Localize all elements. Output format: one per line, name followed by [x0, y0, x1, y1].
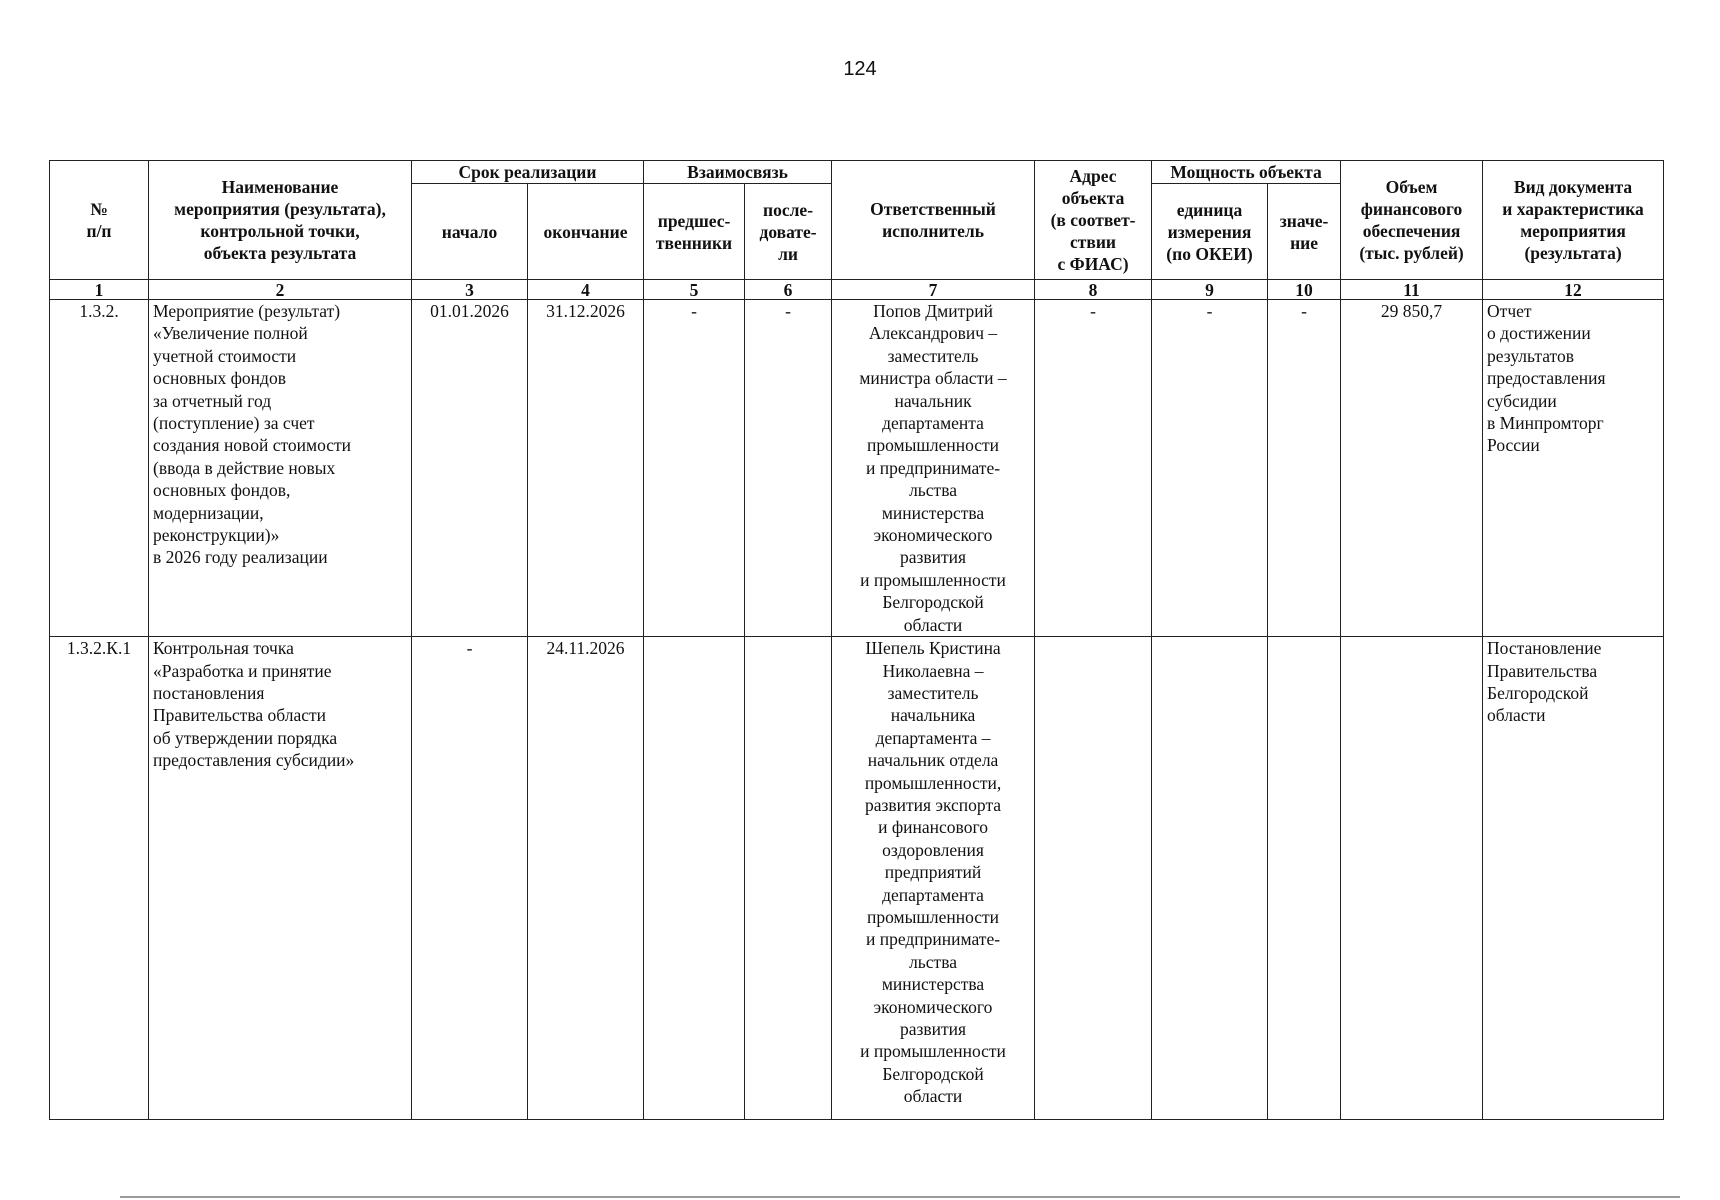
column-number: 2 [149, 280, 412, 300]
row-next: - [745, 300, 832, 637]
column-number-row [50, 280, 1664, 300]
row-responsible: Попов Дмитрий Александрович – заместитель министра области – начальник департамента промышленности и предпринимате- льства министерства экономического развития и промышленности Белгородской области [832, 300, 1035, 637]
column-number: 7 [832, 280, 1035, 300]
row-value: - [1268, 300, 1341, 637]
row-unit [1152, 637, 1268, 1120]
column-number: 10 [1268, 280, 1341, 300]
row-start: 01.01.2026 [412, 300, 528, 637]
row-prev: - [644, 300, 745, 637]
column-number: 1 [50, 280, 149, 300]
row-address: - [1035, 300, 1152, 637]
header-link-next: после- довате- ли [745, 184, 832, 280]
column-number: 4 [528, 280, 644, 300]
table-row [50, 300, 1664, 637]
header-link: Взаимосвязь [644, 161, 832, 184]
row-num: 1.3.2.К.1 [50, 637, 149, 1120]
header-capacity: Мощность объекта [1152, 161, 1341, 184]
row-name: Контрольная точка «Разработка и принятие постановления Правительства области об утверждении порядка предоставления субсидии» [149, 637, 412, 1120]
row-address [1035, 637, 1152, 1120]
row-name: Мероприятие (результат) «Увеличение полной учетной стоимости основных фондов за отчетный год (поступление) за счет создания новой стоимости (ввода в действие новых основных фондов, модернизации, реконструкции)» в 2026 году реализации [149, 300, 412, 637]
header-doc: Вид документа и характеристика мероприятия (результата) [1483, 161, 1664, 280]
header-value: значе- ние [1268, 184, 1341, 280]
header-num: № п/п [50, 161, 149, 280]
header-term: Срок реализации [412, 161, 644, 184]
plan-table [49, 160, 1664, 1120]
header-term-end: окончание [528, 184, 644, 280]
header-term-start: начало [412, 184, 528, 280]
header-responsible: Ответственный исполнитель [832, 161, 1035, 280]
column-number: 3 [412, 280, 528, 300]
row-doc: Отчет о достижении результатов предоставления субсидии в Минпромторг России [1483, 300, 1664, 637]
row-value [1268, 637, 1341, 1120]
row-start: - [412, 637, 528, 1120]
column-number: 5 [644, 280, 745, 300]
row-num: 1.3.2. [50, 300, 149, 637]
row-unit: - [1152, 300, 1268, 637]
row-responsible: Шепель Кристина Николаевна – заместитель начальника департамента – начальник отдела промышленности, развития экспорта и финансового оздоровления предприятий департамента промышленности и предпринимате- льства министерства экономического развития и промышленности Белгородской области [832, 637, 1035, 1120]
header-name: Наименование мероприятия (результата), контрольной точки, объекта результата [149, 161, 412, 280]
header-finance: Объем финансового обеспечения (тыс. рублей) [1341, 161, 1483, 280]
row-end: 31.12.2026 [528, 300, 644, 637]
row-next [745, 637, 832, 1120]
table-row [50, 637, 1664, 1120]
row-finance [1341, 637, 1483, 1120]
column-number: 6 [745, 280, 832, 300]
row-doc: Постановление Правительства Белгородской области [1483, 637, 1664, 1120]
column-number: 8 [1035, 280, 1152, 300]
header-address: Адрес объекта (в соответ- ствии с ФИАС) [1035, 161, 1152, 280]
page-number: 124 [843, 58, 877, 80]
header-unit: единица измерения (по ОКЕИ) [1152, 184, 1268, 280]
row-end: 24.11.2026 [528, 637, 644, 1120]
page-bottom-rule [120, 1196, 1680, 1198]
header-link-prev: предшес- твенники [644, 184, 745, 280]
row-finance: 29 850,7 [1341, 300, 1483, 637]
column-number: 9 [1152, 280, 1268, 300]
column-number: 11 [1341, 280, 1483, 300]
column-number: 12 [1483, 280, 1664, 300]
row-prev [644, 637, 745, 1120]
